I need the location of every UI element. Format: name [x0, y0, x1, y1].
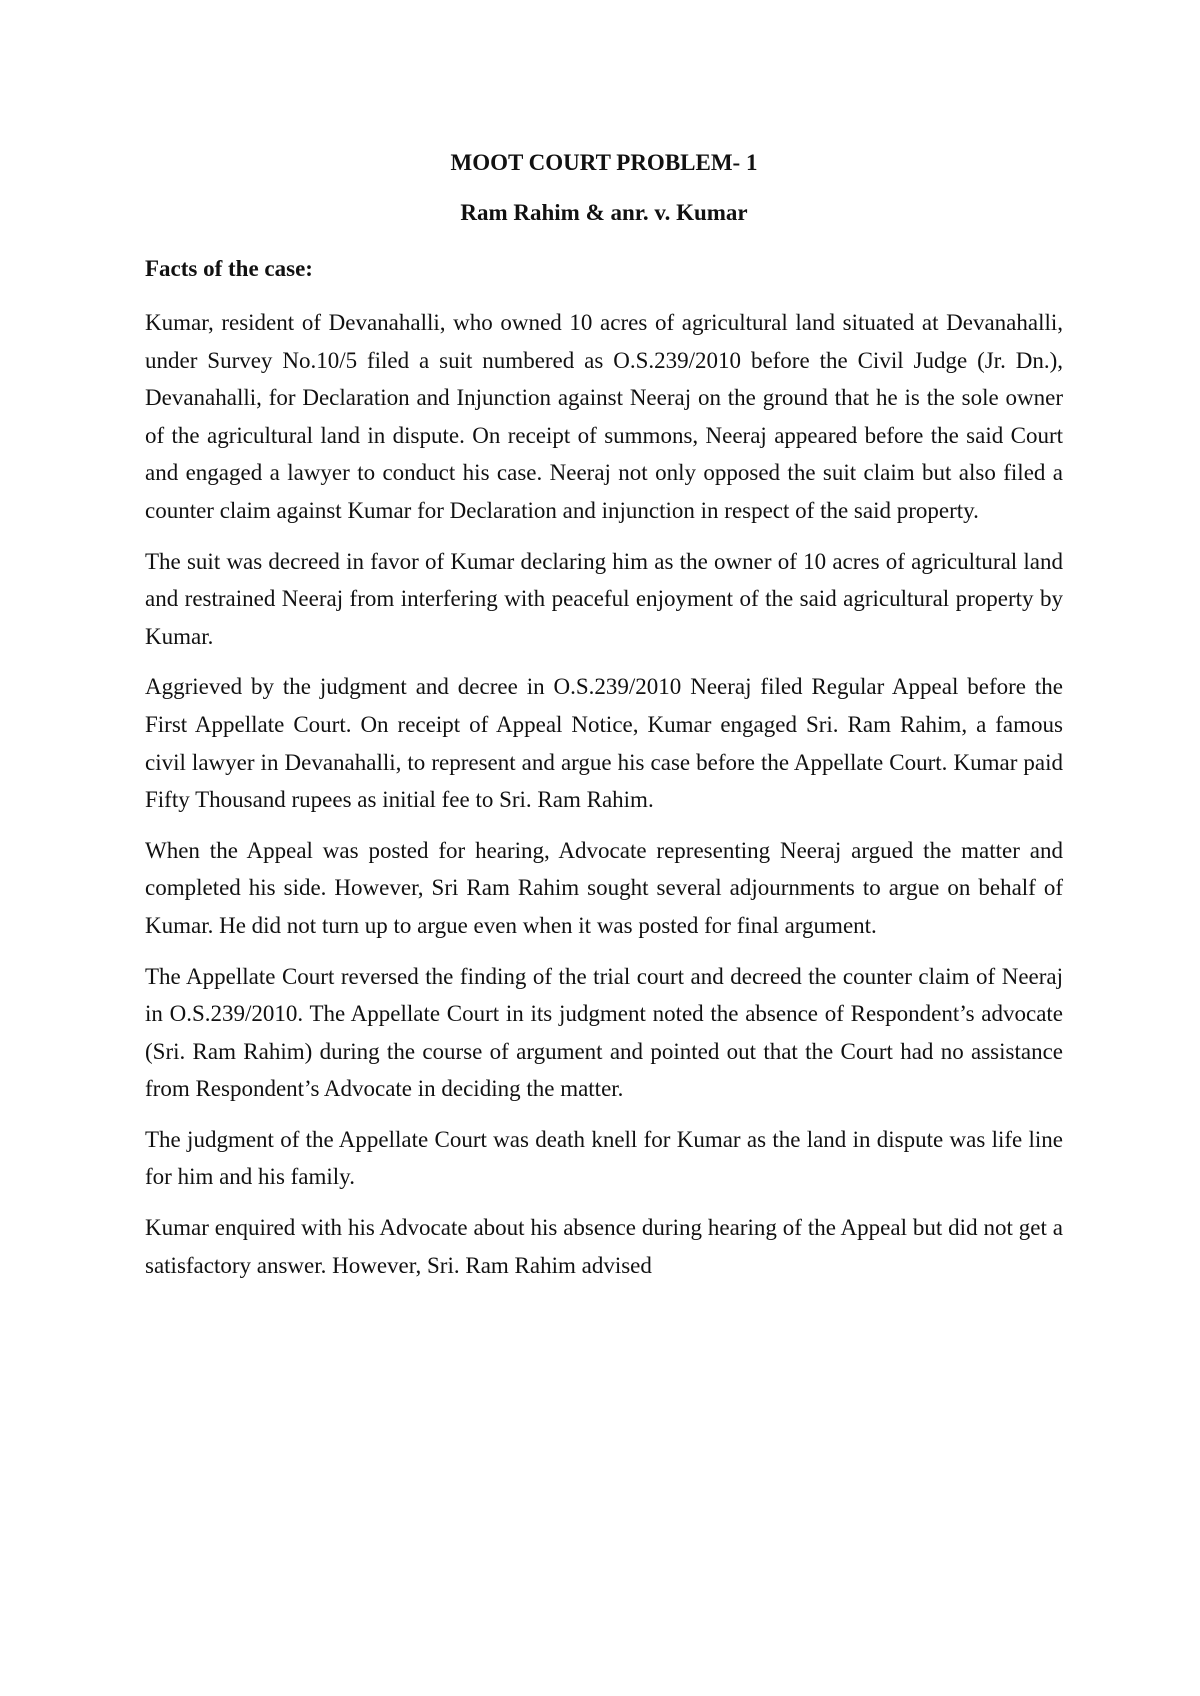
document-title: MOOT COURT PROBLEM- 1 [450, 150, 758, 175]
case-name: Ram Rahim & anr. v. Kumar [460, 200, 748, 225]
paragraph-4: When the Appeal was posted for hearing, Advocate representing Neeraj argued the matter and completed his side. However, Sri Ram Rahim sought several adjournments to argue on behalf of Kumar. He did not turn up to argue even when it was posted for final argument. [145, 837, 1063, 938]
paragraph-7: Kumar enquired with his Advocate about his absence during hearing of the Appeal but did not get a satisfactory answer. However, Sri. Ram Rahim advised [145, 1215, 1063, 1278]
paragraph-5: The Appellate Court reversed the finding of the trial court and decreed the counter claim of Neeraj in O.S.239/2010. The Appellate Court in its judgment noted the absence of Respondent’s advocate (Sri. Ram Rahim) during the course of argument and pointed out that the Court had no assistance from Respondent’s Advocate in deciding the matter. [145, 963, 1063, 1102]
facts-heading: Facts of the case: [145, 256, 313, 281]
document-page [145, 140, 1063, 1297]
paragraph-1: Kumar, resident of Devanahalli, who owned 10 acres of agricultural land situated at Devanahalli, under Survey No.10/5 filed a suit numbered as O.S.239/2010 before the Civil Judge (Jr. Dn.), Devanahalli, for Declaration and Injunction against Neeraj on the ground that he is the sole owner of the agricultural land in dispute. On receipt of summons, Neeraj appeared before the said Court and engaged a lawyer to conduct his case. Neeraj not only opposed the suit claim but also filed a counter claim against Kumar for Declaration and injunction in respect of the said property. [145, 310, 1063, 523]
paragraph-3: Aggrieved by the judgment and decree in O.S.239/2010 Neeraj filed Regular Appeal before the First Appellate Court. On receipt of Appeal Notice, Kumar engaged Sri. Ram Rahim, a famous civil lawyer in Devanahalli, to represent and argue his case before the Appellate Court. Kumar paid Fifty Thousand rupees as initial fee to Sri. Ram Rahim. [145, 674, 1063, 813]
paragraph-2: The suit was decreed in favor of Kumar declaring him as the owner of 10 acres of agricultural land and restrained Neeraj from interfering with peaceful enjoyment of the said agricultural property by Kumar. [145, 548, 1063, 649]
paragraph-6: The judgment of the Appellate Court was death knell for Kumar as the land in dispute was life line for him and his family. [145, 1126, 1063, 1190]
